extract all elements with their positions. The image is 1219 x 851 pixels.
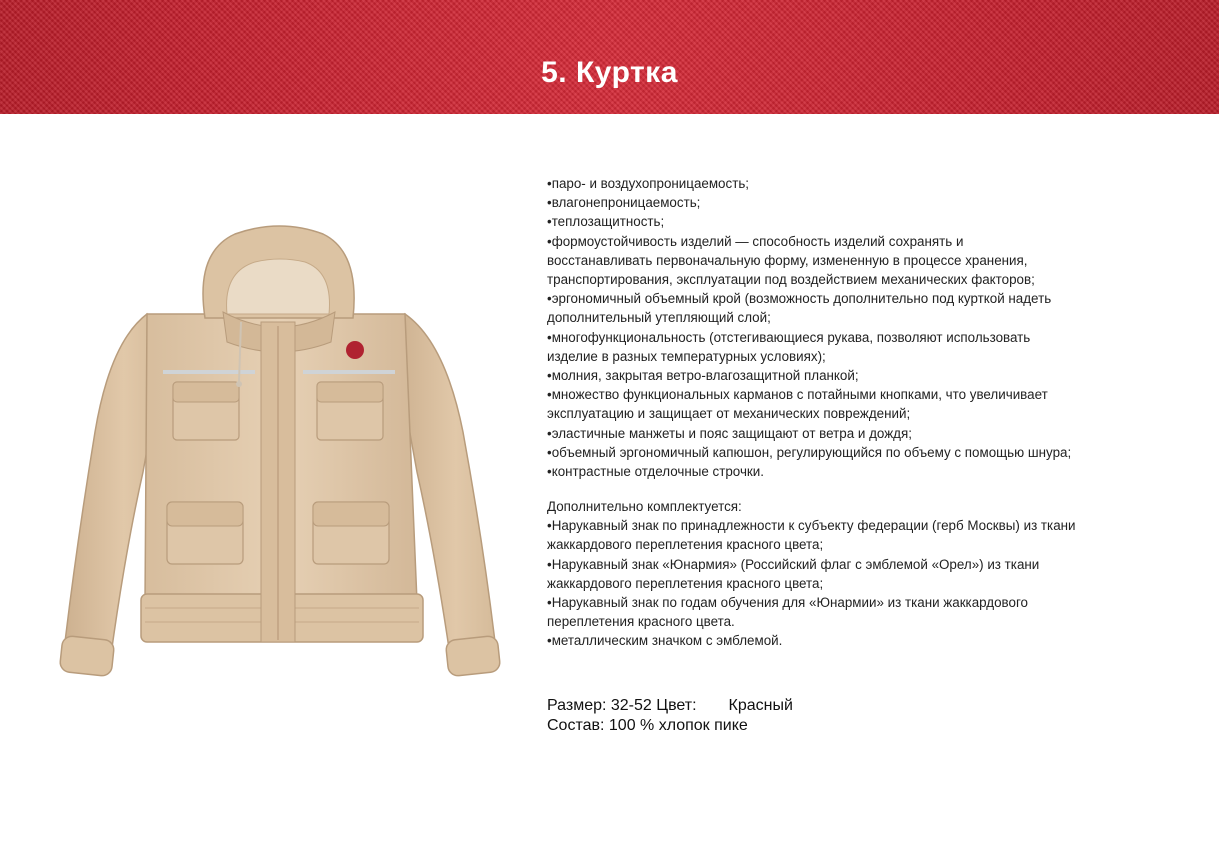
header-banner xyxy=(0,0,1219,114)
feature-line: •паро- и воздухопроницаемость; xyxy=(547,176,750,191)
feature-line: •эргономичный объемный крой (возможность дополнительно под курткой надеть xyxy=(547,291,1052,307)
feature-line: •многофункциональность (отстегивающиеся рукава, позволяют использовать xyxy=(547,329,1031,345)
color-value: Красный xyxy=(728,697,793,714)
jacket-photo xyxy=(55,222,507,690)
extras-line: •металлическим значком с эмблемой. xyxy=(547,633,783,649)
feature-line: эксплуатацию и защищает от механических повреждений; xyxy=(547,406,911,422)
feature-line: •влагонепроницаемость; xyxy=(547,195,701,211)
specs-block xyxy=(547,696,1047,736)
extras-line: жаккардового переплетения красного цвета; xyxy=(547,575,824,591)
feature-line: •объемный эргономичный капюшон, регулирующийся по объему с помощью шнура; xyxy=(547,444,1072,460)
extras-line: •Нарукавный знак по принадлежности к субъекту федерации (герб Москвы) из ткани xyxy=(547,518,1076,534)
feature-line: •теплозащитность; xyxy=(547,214,665,230)
feature-line: дополнительный утепляющий слой; xyxy=(547,310,771,326)
feature-line: •контрастные отделочные строчки. xyxy=(547,464,764,480)
extras-list xyxy=(547,497,1197,651)
features-list xyxy=(547,174,1197,481)
feature-line: восстанавливать первоначальную форму, измененную в процессе хранения, xyxy=(547,252,1028,268)
extras-heading: Дополнительно комплектуется: xyxy=(547,499,742,514)
extras-line: •Нарукавный знак по годам обучения для «Юнармии» из ткани жаккардового xyxy=(547,595,1029,611)
extras-line: переплетения красного цвета. xyxy=(547,614,735,630)
feature-line: •множество функциональных карманов с потайными кнопками, что увеличивает xyxy=(547,387,1048,403)
size-label: Размер: 32-52 Цвет: xyxy=(547,697,697,714)
left-cuff xyxy=(59,635,114,676)
right-cuff xyxy=(445,635,500,676)
page-title: 5. Куртка xyxy=(541,56,678,89)
composition-row: Состав: 100 % хлопок пике xyxy=(547,717,748,734)
feature-line: •молния, закрытая ветро-влагозащитной планкой; xyxy=(547,368,859,384)
feature-line: •формоустойчивость изделий — способность изделий сохранять и xyxy=(547,233,964,249)
extras-line: •Нарукавный знак «Юнармия» (Российский флаг с эмблемой «Орел») из ткани xyxy=(547,556,1040,572)
size-color-row xyxy=(547,696,1047,716)
feature-line: •эластичные манжеты и пояс защищают от ветра и дождя; xyxy=(547,425,912,441)
emblem-patch xyxy=(346,341,364,359)
feature-line: изделие в разных температурных условиях); xyxy=(547,348,826,364)
feature-line: транспортирования, эксплуатации под воздействием механических факторов; xyxy=(547,272,1035,288)
extras-line: жаккардового переплетения красного цвета; xyxy=(547,537,824,553)
